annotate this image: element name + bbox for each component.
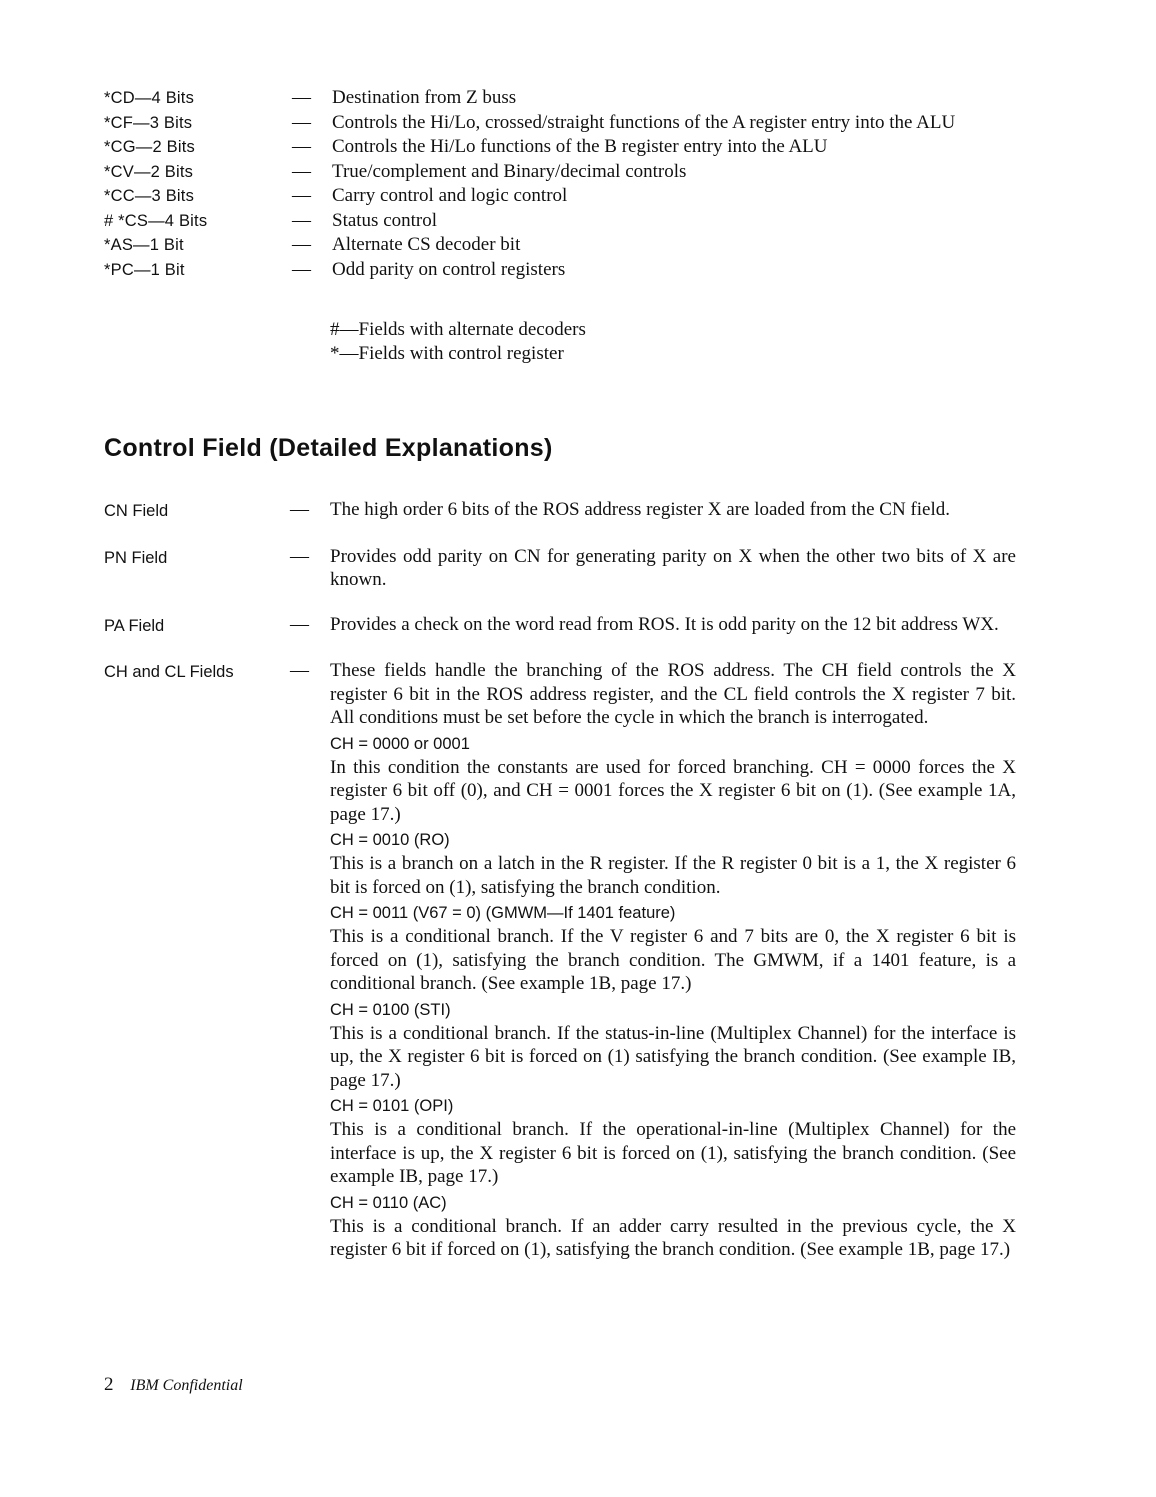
field-summary-row xyxy=(104,233,1034,258)
field-description: True/complement and Binary/decimal controls xyxy=(332,160,687,182)
dash: — xyxy=(290,613,309,635)
field-description: Status control xyxy=(332,209,438,231)
dash: — xyxy=(292,111,311,133)
field-legend-notes xyxy=(330,318,586,365)
field-row-cn xyxy=(104,498,1016,524)
page-number: 2 xyxy=(104,1374,114,1395)
page-footer xyxy=(104,1374,243,1396)
field-description: Controls the Hi/Lo, crossed/straight functions of the A register entry into the ALU xyxy=(332,111,956,133)
field-row-ch-cl xyxy=(104,659,1016,1262)
field-summary-row xyxy=(104,160,1034,185)
field-summary-row xyxy=(104,184,1034,209)
confidentiality-mark: IBM Confidential xyxy=(130,1377,243,1394)
field-description: Odd parity on control registers xyxy=(332,258,566,280)
field-label: *PC—1 Bit xyxy=(104,260,185,279)
ch-condition-code: CH = 0100 (STI) xyxy=(330,1000,451,1019)
field-summary-row xyxy=(104,258,1034,283)
field-label: *AS—1 Bit xyxy=(104,236,184,254)
field-label: *CF—3 Bits xyxy=(104,113,193,132)
dash: — xyxy=(290,545,309,567)
field-explanation-block xyxy=(330,659,1016,1262)
dash: — xyxy=(292,209,311,231)
ch-condition-text: This is a conditional branch. If the operational-in-line (Multiplex Channel) for the interface is up, the X register 6 bit is forced on (1), satisfying the branch condition. (See example IB, page 17.) xyxy=(330,1119,1016,1187)
field-row-pa xyxy=(104,613,1016,639)
field-label: *CD—4 Bits xyxy=(104,89,195,107)
ch-condition-code: CH = 0000 or 0001 xyxy=(330,734,470,753)
field-summary-row xyxy=(104,111,1034,136)
detailed-field-list xyxy=(104,498,1016,1262)
ch-condition-text: This is a conditional branch. If the V register 6 and 7 bits are 0, the X register 6 bit is forced on (1), satisfying the branch condition. The GMWM, if a 1401 feature, is a conditional branch. (See example 1B, page 17.) xyxy=(330,926,1016,994)
field-row-pn xyxy=(104,545,1016,592)
field-explanation: Provides a check on the word read from ROS. It is odd parity on the 12 bit address WX. xyxy=(330,613,999,635)
field-summary-list xyxy=(104,86,1034,282)
ch-condition-text: In this condition the constants are used for forced branching. CH = 0000 forces the X register 6 bit off (0), and CH = 0001 forces the X register 6 bit on (1). (See example 1A, page 17.) xyxy=(330,756,1016,825)
dash: — xyxy=(290,499,309,520)
field-explanation: Provides odd parity on CN for generating parity on X when the other two bits of X are known. xyxy=(330,545,1016,590)
dash: — xyxy=(292,160,311,182)
dash: — xyxy=(292,234,311,255)
legend-note-alternate-decoders: #—Fields with alternate decoders xyxy=(330,319,586,340)
field-label: PN Field xyxy=(104,548,168,567)
field-description: Destination from Z buss xyxy=(332,87,517,108)
field-description: Controls the Hi/Lo functions of the B register entry into the ALU xyxy=(332,136,828,157)
dash: — xyxy=(292,136,311,157)
ch-condition-text: This is a conditional branch. If the status-in-line (Multiplex Channel) for the interface is up, the X register 6 bit is forced on (1) satisfying the branch condition. (See example IB, page 17.) xyxy=(330,1022,1016,1091)
legend-note-control-register: *—Fields with control register xyxy=(330,342,564,364)
dash: — xyxy=(292,185,311,206)
field-summary-row xyxy=(104,135,1034,160)
dash: — xyxy=(292,258,311,280)
field-label: CH and CL Fields xyxy=(104,663,234,681)
field-description: Carry control and logic control xyxy=(332,185,568,206)
field-label: # *CS—4 Bits xyxy=(104,211,208,230)
ch-condition-code: CH = 0011 (V67 = 0) (GMWM—If 1401 feature) xyxy=(330,904,676,922)
ch-condition-text: This is a conditional branch. If an adder carry resulted in the previous cycle, the X register 6 bit if forced on (1), satisfying the branch condition. (See example 1B, page 17.) xyxy=(330,1215,1016,1260)
field-summary-row xyxy=(104,86,1034,111)
field-explanation: These fields handle the branching of the ROS address. The CH field controls the X register 6 bit in the ROS address register, and the CL field controls the X register 7 bit. All conditions must be set before the cycle in which the branch is interrogated. xyxy=(330,660,1016,728)
dash: — xyxy=(290,660,309,681)
ch-condition-code: CH = 0010 (RO) xyxy=(330,831,450,849)
ch-condition-text: This is a branch on a latch in the R register. If the R register 0 bit is a 1, the X register 6 bit is forced on (1), satisfying the branch condition. xyxy=(330,853,1016,898)
field-label: PA Field xyxy=(104,616,165,635)
field-explanation: The high order 6 bits of the ROS address register X are loaded from the CN field. xyxy=(330,499,950,520)
dash: — xyxy=(292,87,311,108)
ch-condition-code: CH = 0101 (OPI) xyxy=(330,1097,454,1115)
ch-condition-code: CH = 0110 (AC) xyxy=(330,1193,447,1212)
field-label: *CV—2 Bits xyxy=(104,162,194,181)
field-label: *CC—3 Bits xyxy=(104,187,195,205)
field-label: *CG—2 Bits xyxy=(104,138,195,156)
field-summary-row xyxy=(104,209,1034,234)
section-heading: Control Field (Detailed Explanations) xyxy=(104,434,553,462)
field-label: CN Field xyxy=(104,502,169,520)
field-description: Alternate CS decoder bit xyxy=(332,234,521,255)
